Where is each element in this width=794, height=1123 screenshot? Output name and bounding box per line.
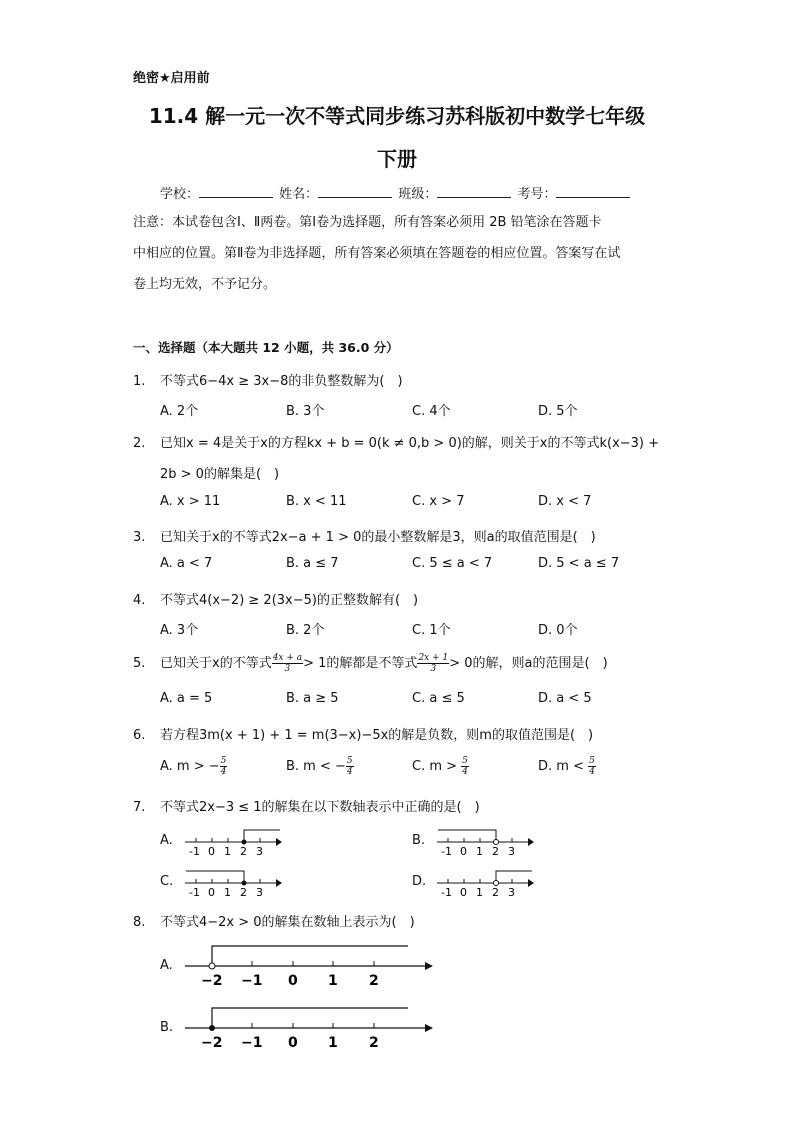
fraction bbox=[588, 756, 596, 777]
notice-line: 卷上均无效，不予记分。 bbox=[133, 277, 277, 292]
exam-number-label: 考号： bbox=[517, 187, 557, 202]
fraction-numerator: 5 bbox=[589, 756, 595, 766]
option-d[interactable]: D. 5个 bbox=[538, 404, 578, 419]
question-text: > 0的解，则a的范围是( ) bbox=[449, 656, 608, 671]
option-a[interactable]: A. a = 5 bbox=[160, 691, 213, 706]
option-b[interactable] bbox=[286, 756, 354, 777]
question-text: 不等式4−2x > 0的解集在数轴上表示为( ) bbox=[160, 915, 415, 930]
option-b[interactable]: B. 3个 bbox=[286, 404, 325, 419]
tick-label: 0 bbox=[460, 845, 467, 858]
fraction-numerator: 2x + 1 bbox=[418, 653, 449, 663]
tick-label: 0 bbox=[288, 973, 298, 989]
question-2 bbox=[133, 432, 659, 451]
tick-label: 3 bbox=[256, 845, 263, 858]
question-text: > 1的解都是不等式 bbox=[303, 656, 418, 671]
tick-label: 0 bbox=[208, 886, 215, 899]
option-b[interactable]: B. x < 11 bbox=[286, 494, 347, 509]
option-d[interactable] bbox=[538, 756, 596, 777]
solution-bracket bbox=[438, 830, 496, 842]
tick-label: −1 bbox=[241, 1035, 263, 1051]
option-d[interactable]: D. x < 7 bbox=[538, 494, 592, 509]
option-label: D. m < bbox=[538, 759, 584, 774]
option-label: C. m > bbox=[412, 759, 458, 774]
option-a[interactable]: A. bbox=[160, 958, 173, 973]
number-line-8a bbox=[185, 940, 445, 992]
fraction bbox=[272, 653, 303, 674]
tick-label: 3 bbox=[508, 845, 515, 858]
question-number: 4. bbox=[133, 593, 146, 608]
fraction bbox=[346, 756, 354, 777]
tick-label: 1 bbox=[476, 845, 483, 858]
tick-label: 2 bbox=[369, 973, 379, 989]
question-text: 不等式6−4x ≥ 3x−8的非负整数解为( ) bbox=[160, 374, 403, 389]
option-d[interactable]: D. 0个 bbox=[538, 623, 578, 638]
tick-label: 2 bbox=[240, 886, 247, 899]
option-a[interactable]: A. a < 7 bbox=[160, 556, 213, 571]
solution-bracket bbox=[244, 830, 280, 842]
tick-label: -1 bbox=[441, 886, 452, 899]
number-line-b bbox=[432, 826, 542, 858]
tick-label: -1 bbox=[189, 886, 200, 899]
tick-label: 2 bbox=[369, 1035, 379, 1051]
option-c[interactable] bbox=[412, 756, 469, 777]
tick-label: 1 bbox=[328, 1035, 338, 1051]
number-line-d bbox=[432, 867, 542, 899]
question-number: 3. bbox=[133, 530, 146, 545]
option-d[interactable]: D. 5 < a ≤ 7 bbox=[538, 556, 620, 571]
tick-label: 2 bbox=[492, 886, 499, 899]
tick-label: −1 bbox=[241, 973, 263, 989]
notice-line: 注意：本试卷包含Ⅰ、Ⅱ两卷。第Ⅰ卷为选择题，所有答案必须用 2B 铅笔涂在答题卡 bbox=[133, 215, 602, 230]
tick-label: 3 bbox=[508, 886, 515, 899]
option-c[interactable]: C. bbox=[160, 874, 174, 889]
question-text: 若方程3m(x + 1) + 1 = m(3−x)−5x的解是负数，则m的取值范围是( ) bbox=[160, 728, 594, 743]
option-c[interactable]: C. 4个 bbox=[412, 404, 451, 419]
option-c[interactable]: C. x > 7 bbox=[412, 494, 465, 509]
fraction-numerator: 5 bbox=[220, 756, 227, 766]
solution-bracket bbox=[212, 946, 408, 966]
class-label: 班级： bbox=[398, 187, 438, 202]
tick-label: 1 bbox=[476, 886, 483, 899]
number-line-8b bbox=[185, 1002, 445, 1054]
solution-bracket bbox=[186, 871, 244, 883]
closed-dot bbox=[242, 881, 247, 886]
tick-label: 1 bbox=[224, 845, 231, 858]
solution-bracket bbox=[496, 871, 532, 883]
question-text: 已知关于x的不等式2x−a + 1 > 0的最小整数解是3，则a的取值范围是( ) bbox=[160, 530, 596, 545]
option-a[interactable]: A. x > 11 bbox=[160, 494, 221, 509]
axis-arrow-icon bbox=[276, 838, 282, 846]
tick-label: 1 bbox=[328, 973, 338, 989]
fraction bbox=[220, 756, 228, 777]
question-3 bbox=[133, 526, 596, 545]
fraction-numerator: 5 bbox=[346, 756, 353, 766]
page-title: 11.4 解一元一次不等式同步练习苏科版初中数学七年级 bbox=[148, 104, 646, 128]
question-5 bbox=[133, 652, 608, 674]
question-8 bbox=[133, 911, 415, 930]
tick-label: 0 bbox=[208, 845, 215, 858]
question-text: 不等式4(x−2) ≥ 2(3x−5)的正整数解有( ) bbox=[160, 593, 419, 608]
tick-label: 2 bbox=[492, 845, 499, 858]
name-label: 姓名： bbox=[279, 187, 319, 202]
fraction-denominator: 4 bbox=[589, 767, 595, 777]
fraction-numerator: 5 bbox=[462, 756, 468, 766]
axis-arrow-icon bbox=[425, 1024, 433, 1032]
option-label: B. m < − bbox=[286, 759, 346, 774]
tick-label: 0 bbox=[460, 886, 467, 899]
question-text: 不等式2x−3 ≤ 1的解集在以下数轴表示中正确的是( ) bbox=[160, 800, 480, 815]
question-4 bbox=[133, 589, 418, 608]
option-c[interactable]: C. a ≤ 5 bbox=[412, 691, 465, 706]
option-c[interactable]: C. 5 ≤ a < 7 bbox=[412, 556, 493, 571]
number-line-c bbox=[180, 867, 290, 899]
question-1 bbox=[133, 370, 403, 389]
open-dot bbox=[209, 963, 215, 969]
fraction bbox=[417, 653, 449, 674]
fraction-denominator: 4 bbox=[220, 767, 227, 777]
question-7 bbox=[133, 796, 480, 815]
open-dot bbox=[494, 881, 499, 886]
question-number: 1. bbox=[133, 374, 146, 389]
option-b[interactable]: B. a ≥ 5 bbox=[286, 691, 339, 706]
school-label: 学校： bbox=[160, 187, 200, 202]
open-dot bbox=[494, 840, 499, 845]
axis-arrow-icon bbox=[425, 962, 433, 970]
tick-label: −2 bbox=[201, 973, 223, 989]
question-6 bbox=[133, 724, 593, 743]
question-number: 5. bbox=[133, 656, 146, 671]
question-text: 已知关于x的不等式 bbox=[160, 656, 272, 671]
option-b[interactable]: B. bbox=[412, 833, 426, 848]
page-title-line2: 下册 bbox=[377, 147, 417, 171]
tick-label: 3 bbox=[256, 886, 263, 899]
fraction-numerator: 4x + a bbox=[272, 653, 303, 663]
tick-label: −2 bbox=[201, 1035, 223, 1051]
axis-arrow-icon bbox=[276, 879, 282, 887]
question-text-cont: 2b > 0的解集是( ) bbox=[160, 467, 280, 482]
question-number: 6. bbox=[133, 728, 146, 743]
class-field[interactable] bbox=[437, 185, 511, 198]
notice-line: 中相应的位置。第Ⅱ卷为非选择题，所有答案必须填在答题卷的相应位置。答案写在试 bbox=[133, 246, 621, 261]
option-a[interactable]: A. bbox=[160, 833, 173, 848]
question-text: 已知x = 4是关于x的方程kx + b = 0(k ≠ 0,b > 0)的解，则关于x的不等式k(x−3) + bbox=[160, 436, 660, 451]
tick-label: 0 bbox=[288, 1035, 298, 1051]
option-b[interactable]: B. a ≤ 7 bbox=[286, 556, 339, 571]
name-field[interactable] bbox=[318, 185, 392, 198]
option-b[interactable]: B. 2个 bbox=[286, 623, 325, 638]
option-a[interactable]: A. 3个 bbox=[160, 623, 199, 638]
tick-label: -1 bbox=[189, 845, 200, 858]
option-label: A. m > − bbox=[160, 759, 220, 774]
notice bbox=[133, 207, 663, 300]
secret-label: 绝密★启用前 bbox=[133, 71, 210, 86]
fraction bbox=[461, 756, 469, 777]
fraction-denominator: 4 bbox=[462, 767, 468, 777]
option-d[interactable]: D. bbox=[412, 874, 427, 889]
option-a[interactable]: A. 2个 bbox=[160, 404, 199, 419]
fraction-denominator: 3 bbox=[430, 664, 437, 674]
number-line-a bbox=[180, 826, 290, 858]
section-title: 一、选择题（本大题共 12 小题，共 36.0 分） bbox=[133, 340, 399, 355]
option-b[interactable]: B. bbox=[160, 1020, 174, 1035]
fraction-denominator: 3 bbox=[284, 664, 291, 674]
axis-arrow-icon bbox=[528, 879, 534, 887]
closed-dot bbox=[209, 1025, 215, 1031]
question-number: 8. bbox=[133, 915, 146, 930]
tick-label: -1 bbox=[441, 845, 452, 858]
fraction-denominator: 4 bbox=[346, 767, 353, 777]
axis-arrow-icon bbox=[528, 838, 534, 846]
question-number: 2. bbox=[133, 436, 146, 451]
solution-bracket bbox=[212, 1008, 408, 1028]
tick-label: 1 bbox=[224, 886, 231, 899]
tick-label: 2 bbox=[240, 845, 247, 858]
option-d[interactable]: D. a < 5 bbox=[538, 691, 592, 706]
option-c[interactable]: C. 1个 bbox=[412, 623, 451, 638]
option-a[interactable] bbox=[160, 756, 227, 777]
school-field[interactable] bbox=[199, 185, 273, 198]
closed-dot bbox=[242, 840, 247, 845]
question-number: 7. bbox=[133, 800, 146, 815]
exam-number-field[interactable] bbox=[556, 185, 630, 198]
info-row bbox=[160, 183, 632, 202]
